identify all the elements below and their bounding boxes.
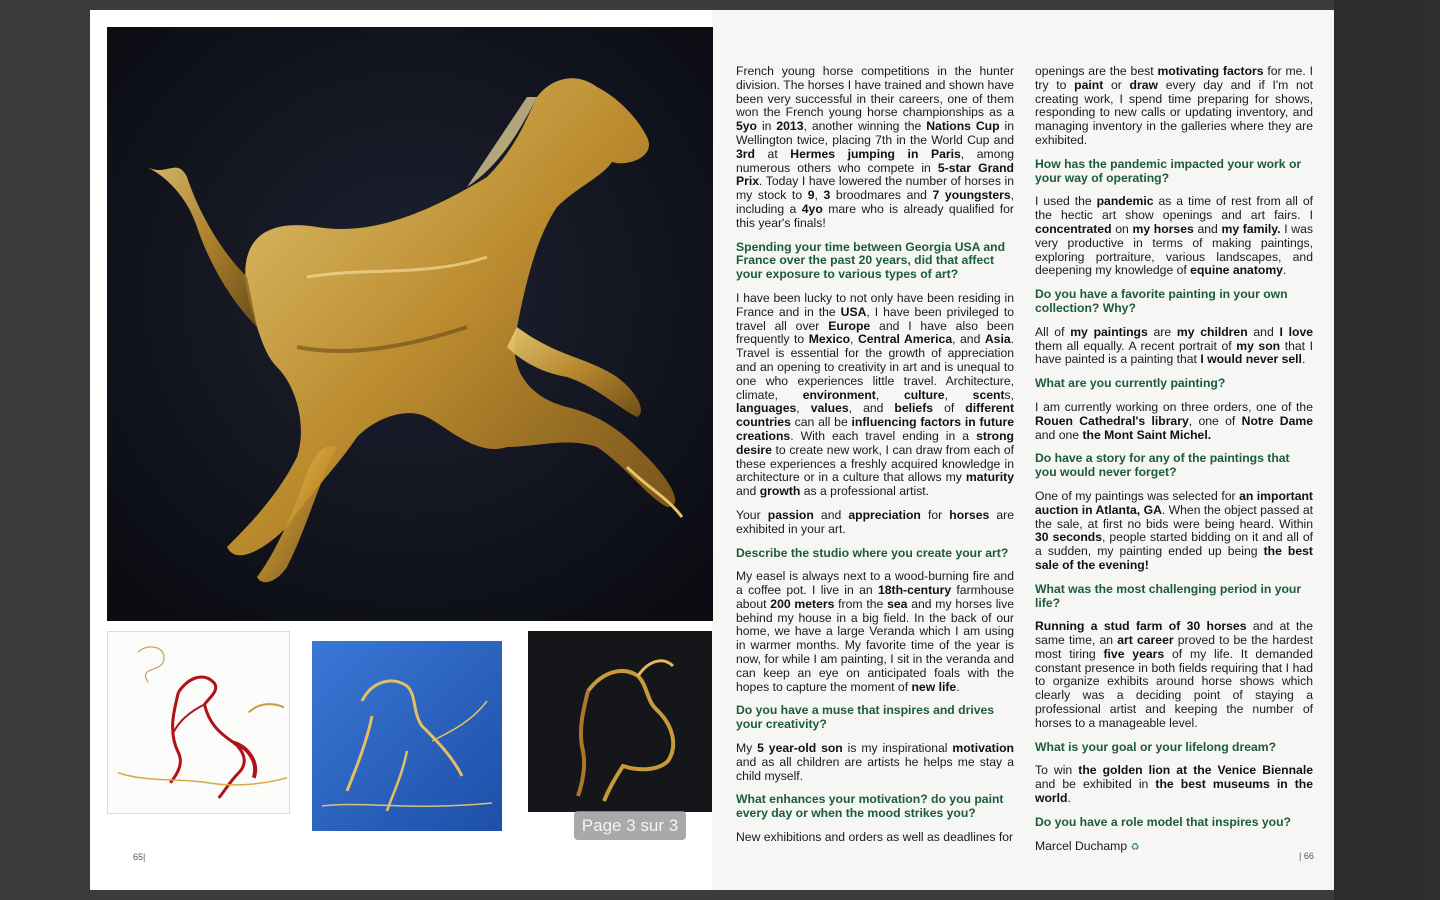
interview-paragraph: All of my paintings are my children and I love them all equally. A recent portrait of my son that I have painted is a painting that I would never sell. [1035,324,1314,367]
interview-paragraph: Your passion and appreciation for horses are exhibited in your art. [736,507,1014,536]
magazine-spread [90,10,1334,890]
interview-question: How has the pandemic impacted your work or your way of operating? [1035,156,1302,185]
interview-paragraph: I used the pandemic as a time of rest from all of the hectic art show openings and art fairs. I concentrated on my horses and my family. I was very productive in terms of making paintings, exploring portraiture, various landscapes, and deepening my knowledge of equine anatomy. [1035,194,1313,278]
interview-paragraph: French young horse competitions in the hunter division. The horses I have trained and shown have been very successful in their careers, one of them won the French young horse championships as a 5yo in 2013, another winning the Nations Cup in Wellington twice, placing 7th in the World Cup and 3rd at Hermes jumping in Paris, among numerous others who compete in 5-star Grand Prix. Today I have lowered the number of horses in my stock to 9, 3 broodmares and 7 youngsters, including a 4yo mare who is already qualified for this year's finals! [736,64,1015,230]
article-column-1 [736,65,1014,855]
interview-paragraph: I am currently working on three orders, one of the Rouen Cathedral's library, one of Notre Dame and one the Mont Saint Michel. [1035,399,1313,442]
interview-paragraph: Running a stud farm of 30 horses and at the same time, an art career proved to be the hardest most tiring five years of my life. It demanded constant presence in both fields requiring that I had to organize exhibits around horse shows which clearly was a deciding point of staying a professional artist and keeping the number of horses to a manageable level. [1035,619,1313,730]
interview-paragraph: One of my paintings was selected for an important auction in Atlanta, GA. When the object passed at the sale, at first no bids were being heard. Within 30 seconds, people started bidding on it and all of a sudden, my painting ended up being the best sale of the evening! [1035,488,1313,572]
gold-horse-on-blue-image [312,641,502,831]
scrollbar[interactable] [1424,0,1440,900]
interview-paragraph: Marcel Duchamp ♻ [1035,838,1140,853]
interview-question: What was the most challenging period in your life? [1035,581,1302,610]
interview-paragraph: My easel is always next to a wood-burning fire and a coffee pot. I live in an 18th-century farmhouse about 200 meters from the sea and my horses live behind my house in a big field. In the back of our home, we have a large Veranda which I am using in warmer months. My favorite time of the year is now, for while I am painting, I sit in the veranda and can keep an eye on anticipated foals with the hopes to capture the moment of new life. [736,569,1014,694]
interview-question: What are you currently painting? [1035,376,1226,391]
thumbnail-painting-blue [312,641,502,831]
thumbnail-painting-dark [528,631,712,812]
red-horse-sketch-image [108,632,289,813]
interview-question: What enhances your motivation? do you paint every day or when the mood strikes you? [736,792,1004,821]
interview-question: Do you have a role model that inspires you? [1035,814,1291,829]
leaf-icon: ♻ [1130,841,1140,853]
interview-question: Do you have a muse that inspires and drives your creativity? [736,703,995,732]
interview-paragraph: I have been lucky to not only have been residing in France and in the USA, I have been privileged to travel all over Europe and I have also been frequently to Mexico, Central America, and Asia. Travel is essential for the growth of appreciation and an opening to creativity in art and is unequal to one who experiences little travel. Architecture, climate, environment, culture, scents, languages, values, and beliefs of different countries can all be influencing factors in future creations. With each travel ending in a strong desire to create new work, I can draw from each of these experiences a freshly acquired knowledge in architecture or in a culture that allows my maturity and growth as a professional artist. [736,290,1015,499]
right-page-number: | 66 [1299,851,1314,861]
article-column-2 [1035,65,1313,864]
interview-question: Do you have a favorite painting in your own collection? Why? [1035,287,1288,315]
left-page-number: 65| [133,852,146,862]
main-painting [107,27,713,621]
page-indicator: Page 3 sur 3 [574,811,686,840]
interview-question: Do have a story for any of the paintings that you would never forget? [1035,451,1290,480]
interview-question: What is your goal or your lifelong dream? [1035,739,1277,754]
interview-paragraph: My 5 year-old son is my inspirational motivation and as all children are artists he helps me stay a child myself. [736,741,1014,783]
interview-question: Describe the studio where you create your art? [736,545,1009,560]
interview-paragraph: To win the golden lion at the Venice Biennale and be exhibited in the best museums in the world. [1035,763,1313,806]
thumbnail-painting-red-horse [107,631,290,814]
interview-paragraph: openings are the best motivating factors for me. I try to paint or draw every day and if I'm not creating work, I spend time preparing for shows, responding to new calls or updating inventory, and managing inventory in the galleries where they are exhibited. [1035,64,1313,147]
interview-question: Spending your time between Georgia USA and France over the past 20 years, did that affect your exposure to various types of art? [736,239,1006,282]
gold-horse-on-black-image [107,27,713,621]
gold-horse-on-dark-image [528,631,712,812]
interview-paragraph: New exhibitions and orders as well as deadlines for [736,830,1014,845]
